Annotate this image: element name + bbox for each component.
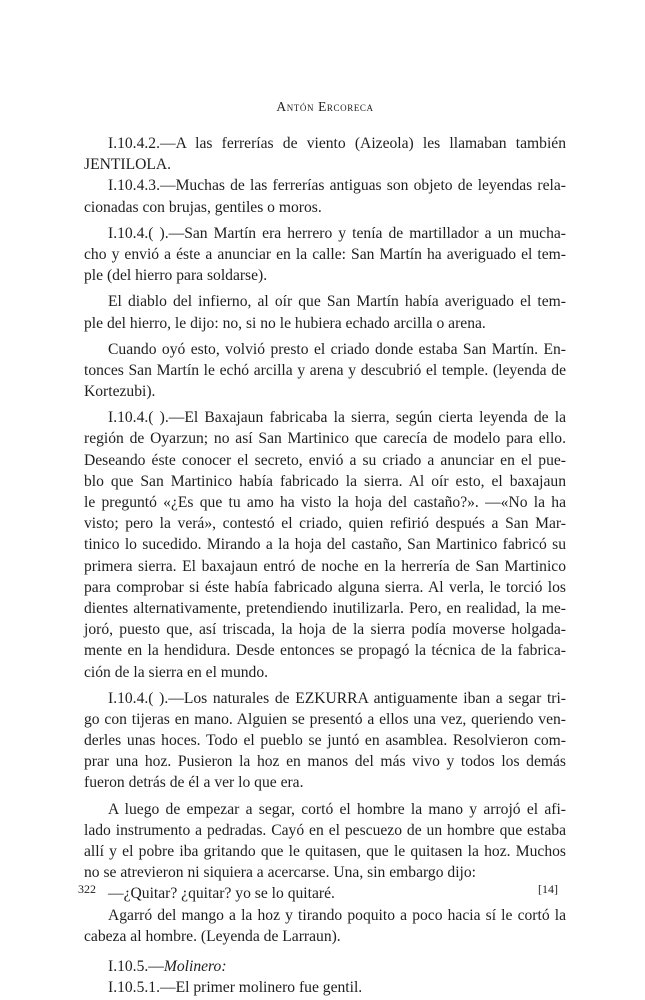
paragraph-1 [84, 133, 566, 175]
text-line: lado instrumento a pedradas. Cayó en el pescuezo de un hombre que estaba [84, 821, 566, 839]
paragraph-9 [84, 883, 566, 904]
text-line: mente en la hendidura. Desde entonces se propagó la técnica de la fabrica- [84, 642, 566, 660]
text-line: región de Oyarzun; no así San Martinico que carecía de modelo para ello. [84, 430, 566, 448]
text-line: prar una hoz. Pusieron la hoz en manos del más vivo y todos los demás [84, 753, 566, 771]
text-line: visto; pero la verá», contestó el criado, quien refirió después a San Mar- [84, 515, 566, 533]
paragraph-12 [84, 977, 566, 998]
text-line: I.10.4.( ).—San Martín era herrero y tenía de martillador a un mucha- [108, 224, 566, 242]
text-line: Kortezubi). [84, 383, 156, 401]
text-line: ple (del hierro para soldarse). [84, 267, 268, 285]
text-line: blo que San Martinico había fabricado la sierra. Al oír esto, el baxajaun [84, 472, 566, 490]
paragraph-5 [84, 339, 566, 403]
text-line: I.10.4.( ).—Los naturales de EZKURRA antiguamente iban a segar tri- [108, 689, 566, 707]
paragraph-2 [84, 175, 566, 217]
text-line: le preguntó «¿Es que tu amo ha visto la hoja del castaño?». —«No la ha [84, 494, 566, 511]
text-line: primera sierra. El baxajaun entró de noche en la herrería de San Martinico [84, 557, 566, 575]
section-number-footer: [14] [538, 882, 558, 896]
text-line: Cuando oyó esto, volvió presto el criado donde estaba San Martín. En- [108, 340, 566, 358]
paragraph-7 [84, 688, 566, 794]
text-line: I.10.4.3.—Muchas de las ferrerías antiguas son objeto de leyendas rela- [108, 177, 566, 195]
text-line: tinico lo sucedido. Mirando a la hoja del castaño, San Martinico fabricó su [84, 536, 566, 554]
text-line: JENTILOLA. [84, 156, 172, 174]
section-heading [84, 956, 566, 977]
text-line: derles unas hoces. Todo el pueblo se juntó en asamblea. Resolvieron com- [84, 732, 566, 750]
text-line: —¿Quitar? ¿quitar? yo se lo quitaré. [108, 885, 335, 903]
text-line: tonces San Martín le echó arcilla y arena y descubrió el temple. (leyenda de [84, 361, 566, 379]
text-line: no se atrevieron ni siquiera a acercarse. Una, sin embargo dijo: [84, 864, 477, 882]
running-head: Antón Ercoreca [276, 99, 374, 114]
paragraph-10 [84, 905, 566, 947]
text-line: Agarró del mango a la hoz y tirando poquito a poco hacia sí le cortó la [108, 906, 566, 924]
paragraph-3 [84, 223, 566, 287]
paragraph-6 [84, 407, 566, 682]
text-line: cionadas con brujas, gentiles o moros. [84, 198, 322, 216]
paragraph-8 [84, 799, 566, 884]
text-line: ción de la sierra en el mundo. [84, 663, 269, 681]
page-number: 322 [78, 882, 96, 896]
section-number: I.10.5.— [108, 957, 164, 975]
section-title: Molinero: [163, 957, 227, 975]
text-line: ple del hierro, le dijo: no, si no le hubiera echado arcilla o arena. [84, 314, 486, 332]
text-line: I.10.5.1.—El primer molinero fue gentil. [108, 979, 363, 997]
text-line: go con tijeras en mano. Alguien se presentó a ellos una vez, queriendo ven- [84, 710, 566, 728]
text-line: cabeza al hombre. (Leyenda de Larraun). [84, 927, 341, 945]
text-line: cho y envió a éste a anunciar en la calle: San Martín ha averiguado el tem- [84, 245, 566, 263]
text-line: fueron detrás de él a ver lo que era. [84, 774, 304, 792]
text-line: A luego de empezar a segar, cortó el hombre la mano y arrojó el afi- [108, 800, 566, 818]
text-line: dientes alternativamente, pretendiendo inutilizarla. Pero, en realidad, la me- [84, 599, 566, 617]
text-line: Deseando éste conocer el secreto, envió a su criado a anunciar en el pue- [84, 451, 566, 469]
body-text [84, 133, 566, 998]
text-line: El diablo del infierno, al oír que San Martín había averiguado el tem- [108, 293, 566, 311]
text-line: allí y el pobre iba gritando que le quitasen, que le quitasen la hoz. Muchos [84, 843, 566, 860]
text-line: I.10.4.2.—A las ferrerías de viento (Aizeola) les llamaban también [108, 135, 566, 152]
text-line: para comprobar si éste había fabricado alguna sierra. Al verla, le torció los [84, 578, 566, 596]
text-line: I.10.4.( ).—El Baxajaun fabricaba la sierra, según cierta leyenda de la [108, 409, 566, 427]
text-line: joró, puesto que, así triscada, la hoja de la sierra podía moverse holgada- [84, 621, 566, 639]
paragraph-4 [84, 291, 566, 333]
text-line [84, 956, 566, 977]
